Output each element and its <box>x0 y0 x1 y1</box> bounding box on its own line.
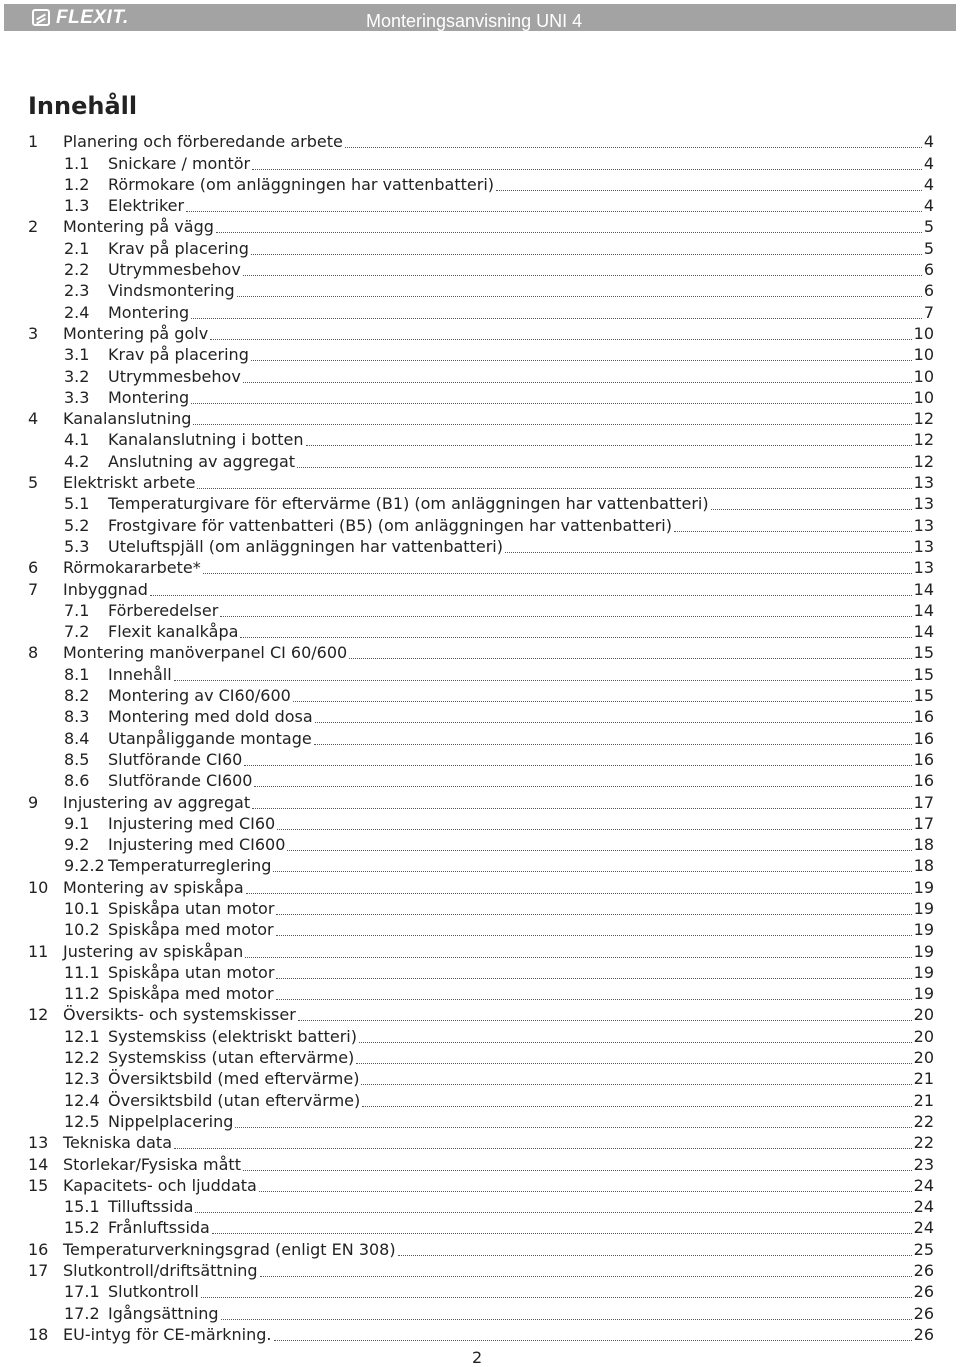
toc-dot-leader <box>210 338 911 340</box>
toc-dot-leader <box>203 572 912 574</box>
toc-entry[interactable] <box>28 428 934 449</box>
toc-entry-number: 5.1 <box>64 494 90 514</box>
flexit-logo <box>32 8 129 27</box>
toc-entry-label: Krav på placering <box>108 345 249 365</box>
toc-entry-label: Igångsättning <box>108 1303 219 1323</box>
toc-dot-leader <box>361 1083 911 1085</box>
toc-dot-leader <box>273 870 911 872</box>
toc-entry-label: Kanalanslutning i botten <box>108 430 304 450</box>
toc-entry[interactable] <box>28 641 934 662</box>
toc-entry-number: 17 <box>28 1261 49 1281</box>
toc-entry-number: 8.3 <box>64 707 90 727</box>
toc-entry[interactable] <box>28 151 934 172</box>
toc-entry-page: 4 <box>923 153 934 173</box>
document-title: Monteringsanvisning UNI 4 <box>366 11 583 31</box>
toc-dot-leader <box>505 551 912 553</box>
toc-entry[interactable] <box>28 386 934 407</box>
toc-entry-page: 19 <box>913 877 934 897</box>
toc-entry-number: 12.5 <box>64 1111 100 1131</box>
toc-entry-number: 8.4 <box>64 728 90 748</box>
toc-entry[interactable] <box>28 1280 934 1301</box>
toc-entry-label: Frånluftssida <box>108 1218 210 1238</box>
toc-entry-number: 15 <box>28 1175 49 1195</box>
toc-entry-number: 4 <box>28 409 39 429</box>
toc-entry-number: 8.5 <box>64 749 90 769</box>
toc-dot-leader <box>297 466 912 468</box>
page-number: 2 <box>472 1348 483 1367</box>
toc-entry-page: 26 <box>913 1324 934 1344</box>
toc-entry-page: 13 <box>913 494 934 514</box>
toc-entry-page: 24 <box>913 1197 934 1217</box>
toc-entry-number: 2.3 <box>64 281 90 301</box>
toc-entry[interactable] <box>28 939 934 960</box>
toc-entry-page: 10 <box>913 323 934 343</box>
toc-entry[interactable] <box>28 449 934 470</box>
toc-entry-number: 14 <box>28 1154 49 1174</box>
toc-entry-number: 8.6 <box>64 771 90 791</box>
toc-entry-label: Storlekar/Fysiska mått <box>63 1154 241 1174</box>
toc-dot-leader <box>251 253 922 255</box>
toc-dot-leader <box>293 700 912 702</box>
toc-entry[interactable] <box>28 471 934 492</box>
toc-entry-page: 22 <box>913 1133 934 1153</box>
toc-entry-number: 1.1 <box>64 153 90 173</box>
toc-dot-leader <box>276 998 912 1000</box>
toc-entry-number: 11.2 <box>64 984 100 1004</box>
toc-entry[interactable] <box>28 982 934 1003</box>
toc-entry-label: Tilluftssida <box>108 1197 194 1217</box>
toc-entry-label: Spiskåpa utan motor <box>108 962 275 982</box>
toc-entry-page: 19 <box>913 920 934 940</box>
toc-entry-number: 7.1 <box>64 600 90 620</box>
toc-dot-leader <box>398 1254 912 1256</box>
toc-entry-label: Spiskåpa med motor <box>108 984 274 1004</box>
toc-entry-label: Planering och förberedande arbete <box>63 132 343 152</box>
toc-dot-leader <box>195 1211 911 1213</box>
toc-entry-page: 16 <box>913 728 934 748</box>
toc-entry-page: 10 <box>913 366 934 386</box>
toc-entry-label: Montering <box>108 387 190 407</box>
toc-entry[interactable] <box>28 1088 934 1109</box>
toc-entry[interactable] <box>28 556 934 577</box>
toc-dot-leader <box>246 892 912 894</box>
toc-entry-label: Översikts- och systemskisser <box>63 1005 296 1025</box>
toc-entry-page: 15 <box>913 664 934 684</box>
toc-entry-page: 20 <box>913 1048 934 1068</box>
toc-entry-page: 10 <box>913 345 934 365</box>
toc-entry-label: Utrymmesbehov <box>108 366 241 386</box>
toc-entry-label: Temperaturreglering <box>108 856 272 876</box>
toc-entry-page: 25 <box>913 1239 934 1259</box>
toc-dot-leader <box>245 956 911 958</box>
toc-entry-label: Temperaturverkningsgrad (enligt EN 308) <box>63 1239 396 1259</box>
toc-entry-page: 4 <box>923 132 934 152</box>
toc-entry-number: 7.2 <box>64 622 90 642</box>
toc-entry-label: Utanpåliggande montage <box>108 728 312 748</box>
toc-entry-page: 18 <box>913 835 934 855</box>
toc-dot-leader <box>191 317 922 319</box>
toc-entry[interactable] <box>28 599 934 620</box>
toc-dot-leader <box>306 444 912 446</box>
page-header <box>4 4 956 31</box>
toc-entry-number: 1 <box>28 132 39 152</box>
toc-dot-leader <box>345 146 922 148</box>
toc-entry[interactable] <box>28 854 934 875</box>
toc-entry[interactable] <box>28 1046 934 1067</box>
toc-entry-page: 14 <box>913 579 934 599</box>
toc-entry-number: 5 <box>28 473 39 493</box>
toc-entry-label: Flexit kanalkåpa <box>108 622 239 642</box>
toc-entry-page: 19 <box>913 984 934 1004</box>
toc-entry-number: 6 <box>28 558 39 578</box>
toc-entry-page: 26 <box>913 1261 934 1281</box>
toc-dot-leader <box>220 615 911 617</box>
toc-entry-label: Slutkontroll <box>108 1282 199 1302</box>
toc-entry-number: 3 <box>28 323 39 343</box>
toc-entry-page: 18 <box>913 856 934 876</box>
toc-entry-page: 21 <box>913 1090 934 1110</box>
toc-entry-number: 3.3 <box>64 387 90 407</box>
toc-entry-label: Översiktsbild (utan eftervärme) <box>108 1090 361 1110</box>
toc-entry-page: 15 <box>913 643 934 663</box>
toc-entry-page: 13 <box>913 473 934 493</box>
toc-dot-leader <box>277 828 911 830</box>
toc-entry-label: Rörmokare (om anläggningen har vattenbatteri) <box>108 174 494 194</box>
toc-dot-leader <box>359 1041 912 1043</box>
toc-entry-number: 10.2 <box>64 920 100 940</box>
toc-entry[interactable] <box>28 322 934 343</box>
toc-entry-number: 17.2 <box>64 1303 100 1323</box>
toc-entry[interactable] <box>28 1110 934 1131</box>
toc-entry-label: Kapacitets- och ljuddata <box>63 1175 257 1195</box>
toc-entry-label: Slutkontroll/driftsättning <box>63 1261 258 1281</box>
toc-entry[interactable] <box>28 961 934 982</box>
toc-entry-label: Tekniska data <box>63 1133 172 1153</box>
toc-entry-number: 9.2 <box>64 835 90 855</box>
toc-entry-label: Montering av spiskåpa <box>63 877 244 897</box>
toc-entry-number: 2.1 <box>64 238 90 258</box>
toc-entry[interactable] <box>28 1152 934 1173</box>
toc-dot-leader <box>252 807 912 809</box>
toc-entry[interactable] <box>28 748 934 769</box>
toc-entry-label: Systemskiss (utan eftervärme) <box>108 1048 355 1068</box>
toc-entry[interactable] <box>28 300 934 321</box>
toc-entry-number: 17.1 <box>64 1282 100 1302</box>
toc-entry[interactable] <box>28 577 934 598</box>
toc-entry-page: 19 <box>913 962 934 982</box>
toc-entry-number: 12 <box>28 1005 49 1025</box>
toc-dot-leader <box>243 274 922 276</box>
toc-entry-label: Nippelplacering <box>108 1111 234 1131</box>
toc-entry-page: 15 <box>913 686 934 706</box>
toc-entry-page: 17 <box>913 792 934 812</box>
toc-entry-label: Spiskåpa med motor <box>108 920 274 940</box>
toc-entry-number: 15.2 <box>64 1218 100 1238</box>
toc-entry-number: 15.1 <box>64 1197 100 1217</box>
toc-entry-page: 12 <box>913 430 934 450</box>
toc-entry-label: Översiktsbild (med eftervärme) <box>108 1069 360 1089</box>
toc-dot-leader <box>260 1275 912 1277</box>
toc-entry-page: 24 <box>913 1175 934 1195</box>
toc-dot-leader <box>259 1190 912 1192</box>
toc-entry-number: 11 <box>28 941 49 961</box>
toc-entry-number: 18 <box>28 1324 49 1344</box>
toc-entry-page: 24 <box>913 1218 934 1238</box>
toc-entry-label: Slutförande CI60 <box>108 749 243 769</box>
toc-dot-leader <box>243 381 912 383</box>
toc-dot-leader <box>274 1339 912 1341</box>
toc-entry-number: 2.2 <box>64 260 90 280</box>
toc-entry-number: 13 <box>28 1133 49 1153</box>
toc-dot-leader <box>298 1019 912 1021</box>
toc-entry-number: 12.2 <box>64 1048 100 1068</box>
toc-entry-label: Spiskåpa utan motor <box>108 898 275 918</box>
toc-entry[interactable] <box>28 236 934 257</box>
toc-entry-number: 3.2 <box>64 366 90 386</box>
toc-entry[interactable] <box>28 194 934 215</box>
toc-entry-page: 26 <box>913 1282 934 1302</box>
toc-dot-leader <box>240 636 911 638</box>
logo-text: FLEXIT. <box>56 6 129 28</box>
toc-entry[interactable] <box>28 705 934 726</box>
toc-entry-label: Montering på vägg <box>63 217 214 237</box>
toc-entry[interactable] <box>28 1323 934 1344</box>
toc-entry-number: 2 <box>28 217 39 237</box>
toc-entry-label: Vindsmontering <box>108 281 235 301</box>
toc-entry[interactable] <box>28 258 934 279</box>
toc-entry-page: 19 <box>913 941 934 961</box>
toc-entry-page: 12 <box>913 451 934 471</box>
toc-entry-label: Montering av CI60/600 <box>108 686 291 706</box>
toc-entry-page: 16 <box>913 707 934 727</box>
toc-entry[interactable] <box>28 535 934 556</box>
toc-entry-label: Montering <box>108 302 190 322</box>
toc-entry-label: Slutförande CI600 <box>108 771 253 791</box>
toc-heading: Innehåll <box>28 92 138 120</box>
toc-entry-page: 17 <box>913 813 934 833</box>
toc-dot-leader <box>221 1318 912 1320</box>
toc-entry[interactable] <box>28 215 934 236</box>
toc-entry-number: 8 <box>28 643 39 663</box>
toc-entry-page: 26 <box>913 1303 934 1323</box>
toc-entry-label: Uteluftspjäll (om anläggningen har vattenbatteri) <box>108 536 503 556</box>
toc-entry[interactable] <box>28 918 934 939</box>
toc-entry-page: 5 <box>923 217 934 237</box>
toc-dot-leader <box>254 785 911 787</box>
toc-entry[interactable] <box>28 492 934 513</box>
toc-entry-label: Frostgivare för vattenbatteri (B5) (om anläggningen har vattenbatteri) <box>108 515 672 535</box>
toc-entry-page: 22 <box>913 1111 934 1131</box>
toc-entry[interactable] <box>28 684 934 705</box>
toc-entry-number: 5.2 <box>64 515 90 535</box>
toc-dot-leader <box>496 189 922 191</box>
toc-dot-leader <box>212 1232 912 1234</box>
toc-entry-page: 4 <box>923 174 934 194</box>
toc-entry[interactable] <box>28 513 934 534</box>
toc-entry-label: Montering på golv <box>63 323 209 343</box>
toc-dot-leader <box>150 594 912 596</box>
toc-entry-number: 16 <box>28 1239 49 1259</box>
toc-entry[interactable] <box>28 875 934 896</box>
toc-entry[interactable] <box>28 1024 934 1045</box>
toc-entry-number: 4.1 <box>64 430 90 450</box>
toc-dot-leader <box>674 530 912 532</box>
toc-entry[interactable] <box>28 662 934 683</box>
toc-entry-number: 1.3 <box>64 196 90 216</box>
toc-entry-number: 8.1 <box>64 664 90 684</box>
toc-entry-number: 12.1 <box>64 1026 100 1046</box>
toc-entry-page: 14 <box>913 600 934 620</box>
toc-dot-leader <box>314 743 912 745</box>
toc-entry-page: 13 <box>913 536 934 556</box>
toc-entry-page: 14 <box>913 622 934 642</box>
toc-dot-leader <box>193 423 911 425</box>
toc-dot-leader <box>711 508 912 510</box>
toc-entry[interactable] <box>28 833 934 854</box>
toc-dot-leader <box>186 210 922 212</box>
toc-entry-number: 12.4 <box>64 1090 100 1110</box>
toc-entry-page: 20 <box>913 1026 934 1046</box>
toc-entry[interactable] <box>28 1174 934 1195</box>
toc-entry[interactable] <box>28 620 934 641</box>
toc-dot-leader <box>201 1296 912 1298</box>
toc-entry-number: 4.2 <box>64 451 90 471</box>
toc-entry[interactable] <box>28 173 934 194</box>
toc-entry[interactable] <box>28 1195 934 1216</box>
toc-dot-leader <box>197 487 911 489</box>
toc-entry-page: 13 <box>913 515 934 535</box>
toc-entry-label: Elektriskt arbete <box>63 473 196 493</box>
toc-entry-number: 9.2.2 <box>64 856 105 876</box>
toc-entry-number: 12.3 <box>64 1069 100 1089</box>
toc-dot-leader <box>356 1062 911 1064</box>
toc-entry[interactable] <box>28 1259 934 1280</box>
toc-entry[interactable] <box>28 1216 934 1237</box>
toc-entry-page: 5 <box>923 238 934 258</box>
toc-entry[interactable] <box>28 407 934 428</box>
toc-entry-number: 8.2 <box>64 686 90 706</box>
toc-entry-label: Injustering med CI600 <box>108 835 286 855</box>
toc-entry-label: Krav på placering <box>108 238 249 258</box>
toc-entry-label: Temperaturgivare för eftervärme (B1) (om anläggningen har vattenbatteri) <box>108 494 709 514</box>
toc-dot-leader <box>349 657 911 659</box>
toc-dot-leader <box>237 295 922 297</box>
toc-entry[interactable] <box>28 130 934 151</box>
toc-entry[interactable] <box>28 1301 934 1322</box>
toc-entry-label: Montering manöverpanel CI 60/600 <box>63 643 348 663</box>
toc-entry-page: 12 <box>913 409 934 429</box>
toc-dot-leader <box>244 764 911 766</box>
toc-entry-page: 16 <box>913 749 934 769</box>
toc-entry-page: 20 <box>913 1005 934 1025</box>
toc-dot-leader <box>191 402 911 404</box>
toc-entry-page: 16 <box>913 771 934 791</box>
toc-entry-label: EU-intyg för CE-märkning. <box>63 1324 272 1344</box>
toc-entry[interactable] <box>28 1131 934 1152</box>
toc-entry-number: 9 <box>28 792 39 812</box>
toc-entry-label: Systemskiss (elektriskt batteri) <box>108 1026 357 1046</box>
toc-entry-number: 3.1 <box>64 345 90 365</box>
toc-entry-page: 23 <box>913 1154 934 1174</box>
flexit-logo-icon <box>32 9 50 26</box>
toc-entry-label: Justering av spiskåpan <box>63 941 244 961</box>
toc-entry-label: Injustering av aggregat <box>63 792 251 812</box>
toc-entry-label: Montering med dold dosa <box>108 707 313 727</box>
toc-entry-label: Anslutning av aggregat <box>108 451 296 471</box>
toc-entry-page: 13 <box>913 558 934 578</box>
toc-entry[interactable] <box>28 726 934 747</box>
toc-entry-number: 11.1 <box>64 962 100 982</box>
toc-entry-label: Innehåll <box>108 664 172 684</box>
toc-entry-page: 21 <box>913 1069 934 1089</box>
toc-entry-label: Inbyggnad <box>63 579 148 599</box>
toc-entry[interactable] <box>28 343 934 364</box>
toc-entry[interactable] <box>28 1067 934 1088</box>
toc-entry[interactable] <box>28 364 934 385</box>
toc-dot-leader <box>174 1147 912 1149</box>
toc-dot-leader <box>235 1126 911 1128</box>
toc-entry-page: 10 <box>913 387 934 407</box>
toc-dot-leader <box>315 721 912 723</box>
toc-entry-number: 1.2 <box>64 174 90 194</box>
toc-entry-label: Kanalanslutning <box>63 409 192 429</box>
toc-entry-page: 7 <box>923 302 934 322</box>
toc-entry-page: 4 <box>923 196 934 216</box>
toc-dot-leader <box>252 168 922 170</box>
toc-entry-number: 10.1 <box>64 898 100 918</box>
toc-dot-leader <box>276 977 911 979</box>
toc-dot-leader <box>216 231 922 233</box>
toc-entry-label: Rörmokararbete* <box>63 558 201 578</box>
toc-entry-number: 2.4 <box>64 302 90 322</box>
toc-entry-page: 6 <box>923 260 934 280</box>
toc-entry[interactable] <box>28 812 934 833</box>
toc-entry-number: 9.1 <box>64 813 90 833</box>
toc-entry-label: Utrymmesbehov <box>108 260 241 280</box>
toc-entry[interactable] <box>28 1237 934 1258</box>
toc-entry[interactable] <box>28 897 934 918</box>
toc-entry-number: 7 <box>28 579 39 599</box>
toc-entry[interactable] <box>28 769 934 790</box>
toc-entry[interactable] <box>28 1003 934 1024</box>
toc-entry-label: Elektriker <box>108 196 185 216</box>
toc-entry-number: 10 <box>28 877 49 897</box>
toc-entry-number: 5.3 <box>64 536 90 556</box>
toc-dot-leader <box>276 934 912 936</box>
toc-entry-page: 6 <box>923 281 934 301</box>
toc-dot-leader <box>287 849 911 851</box>
toc-dot-leader <box>174 679 912 681</box>
toc-dot-leader <box>362 1105 911 1107</box>
toc-entry-label: Injustering med CI60 <box>108 813 276 833</box>
toc-entry-page: 19 <box>913 898 934 918</box>
toc-entry-label: Snickare / montör <box>108 153 251 173</box>
table-of-contents <box>28 130 934 1344</box>
toc-dot-leader <box>276 913 911 915</box>
toc-dot-leader <box>251 359 912 361</box>
toc-dot-leader <box>243 1169 912 1171</box>
toc-entry[interactable] <box>28 790 934 811</box>
toc-entry-label: Förberedelser <box>108 600 219 620</box>
toc-entry[interactable] <box>28 279 934 300</box>
